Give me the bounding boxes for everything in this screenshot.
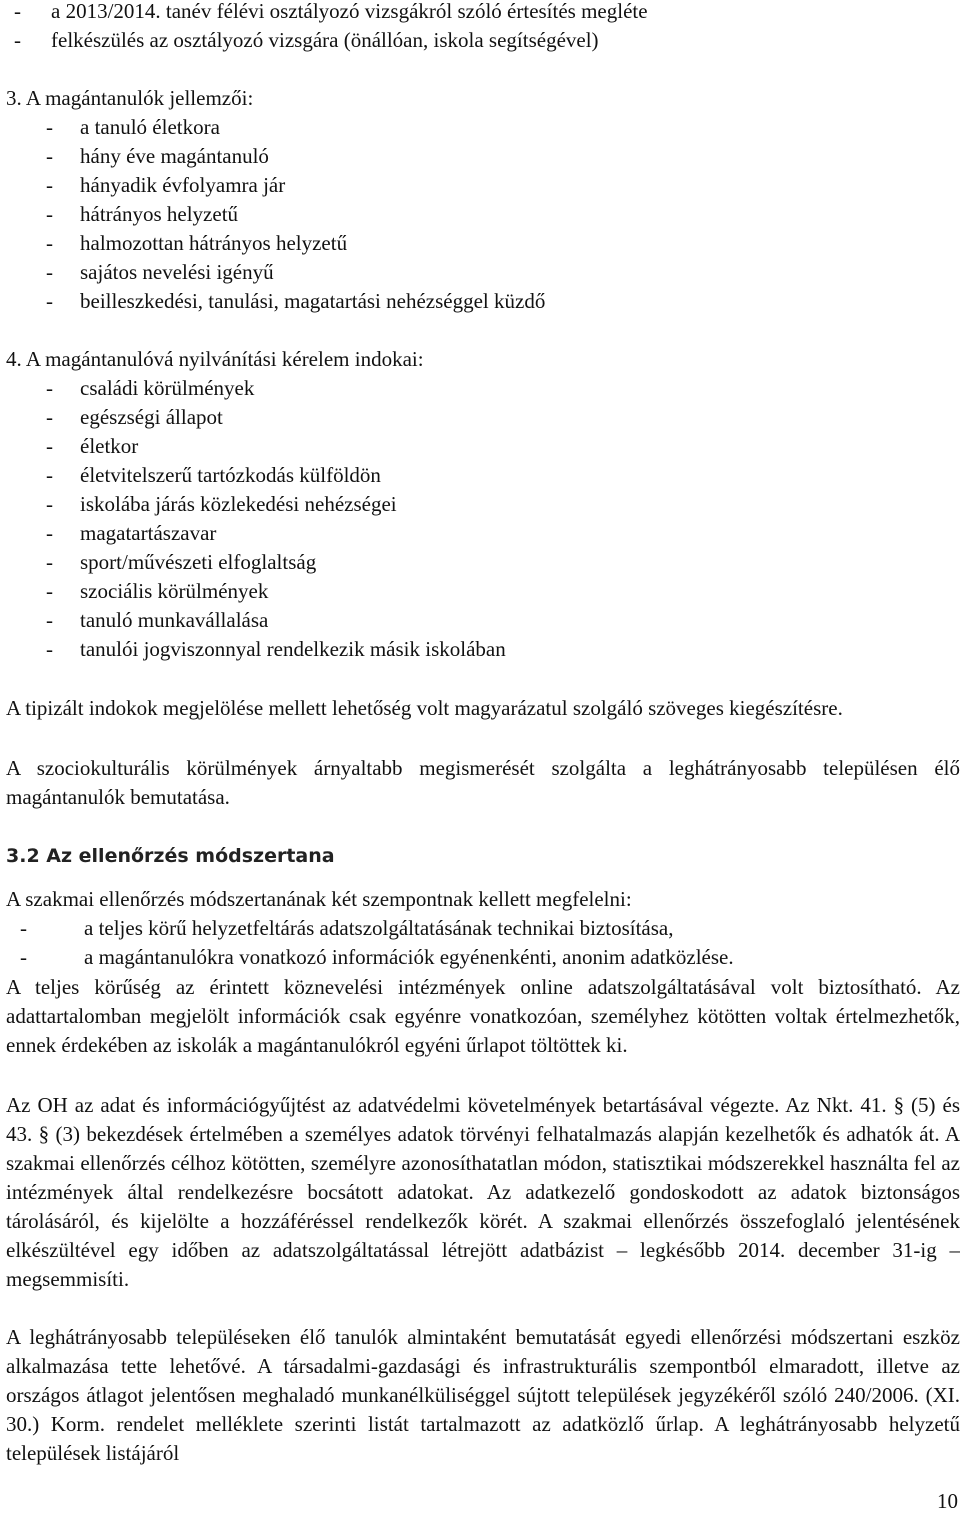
list-dash: - bbox=[46, 231, 53, 255]
method-intro: A szakmai ellenőrzés módszertanának két szempontnak kellett megfelelni: bbox=[6, 887, 632, 911]
list-dash: - bbox=[46, 521, 53, 545]
list-item-text: tanulói jogviszonnyal rendelkezik másik iskolában bbox=[80, 637, 506, 661]
page-number: 10 bbox=[937, 1489, 958, 1513]
paragraph-data-protection: Az OH az adat és információgyűjtést az adatvédelmi követelmények betartásával végezte. Az Nkt. 41. § (5) és 43. § (3) bekezdések értelmében a személyes adatok törvényi felhatalmazás alapján kezelhetők és adhatók át. A szakmai ellenőrzés célhoz kötötten, személyre azonosíthatatlan módon, statisztikai módszerekkel használta fel az intézmények által rendelkezésre bocsátott adatokat. Az adatkezelő gondoskodott az adatok biztonságos tárolásáról, és kijelölte a hozzáféréssel rendelkezők körét. A szakmai ellenőrzés összefoglaló jelentésének elkészültével egy időben az adatszolgáltatással létrejött adatbázist – legkésőbb 2014. december 31-ig – megsemmisíti. bbox=[6, 1093, 960, 1291]
list-item-text: szociális körülmények bbox=[80, 579, 269, 603]
list-dash: - bbox=[14, 0, 21, 23]
list-dash: - bbox=[46, 550, 53, 574]
list-dash: - bbox=[20, 945, 27, 969]
list-item bbox=[0, 461, 960, 490]
list-item bbox=[0, 403, 960, 432]
list-dash: - bbox=[14, 28, 21, 52]
list-dash: - bbox=[46, 260, 53, 284]
section-3-heading: 3. A magántanulók jellemzői: bbox=[6, 86, 254, 110]
list-item-text: tanuló munkavállalása bbox=[80, 608, 269, 632]
list-dash: - bbox=[46, 115, 53, 139]
list-dash: - bbox=[20, 916, 27, 940]
list-dash: - bbox=[46, 608, 53, 632]
list-item bbox=[0, 943, 960, 972]
list-item bbox=[0, 113, 960, 142]
list-dash: - bbox=[46, 579, 53, 603]
paragraph-completeness: A teljes körűség az érintett köznevelési intézmények online adatszolgáltatásával volt biztosítható. Az adattartalomban megjelölt információk csak egyénre vonatkozóan, személyhez kötötten voltak értelmezhetők, ennek érdekében az iskolák a magántanulókról egyéni űrlapot töltöttek ki. bbox=[6, 975, 960, 1057]
list-dash: - bbox=[46, 637, 53, 661]
list-item bbox=[0, 548, 960, 577]
list-item-text: életvitelszerű tartózkodás külföldön bbox=[80, 463, 381, 487]
list-item-text: magatartászavar bbox=[80, 521, 217, 545]
method-list bbox=[0, 914, 960, 972]
list-dash: - bbox=[46, 463, 53, 487]
list-item bbox=[0, 914, 960, 943]
top-list bbox=[0, 0, 960, 55]
list-dash: - bbox=[46, 376, 53, 400]
list-dash: - bbox=[46, 434, 53, 458]
list-dash: - bbox=[46, 492, 53, 516]
list-item bbox=[0, 26, 960, 55]
list-item-text: életkor bbox=[80, 434, 139, 458]
list-item-text: a tanuló életkora bbox=[80, 115, 220, 139]
section-4-heading: 4. A magántanulóvá nyilvánítási kérelem indokai: bbox=[6, 347, 424, 371]
list-item-text: a teljes körű helyzetfeltárás adatszolgáltatásának technikai biztosítása, bbox=[84, 916, 674, 940]
list-dash: - bbox=[46, 173, 53, 197]
section-3-2-heading: 3.2 Az ellenőrzés módszertana bbox=[6, 845, 335, 867]
list-item bbox=[0, 229, 960, 258]
list-dash: - bbox=[46, 289, 53, 313]
list-item-text: sport/művészeti elfoglaltság bbox=[80, 550, 317, 574]
list-item-text: hány éve magántanuló bbox=[80, 144, 269, 168]
paragraph-sociocultural: A szociokulturális körülmények árnyaltabb megismerését szolgálta a leghátrányosabb településen élő magántanulók bemutatása. bbox=[6, 756, 960, 809]
list-item bbox=[0, 490, 960, 519]
list-dash: - bbox=[46, 202, 53, 226]
list-item bbox=[0, 142, 960, 171]
list-item-text: a 2013/2014. tanév félévi osztályozó vizsgákról szóló értesítés megléte bbox=[51, 0, 648, 23]
list-item-text: hányadik évfolyamra jár bbox=[80, 173, 286, 197]
list-item bbox=[0, 171, 960, 200]
list-item-text: sajátos nevelési igényű bbox=[80, 260, 274, 284]
paragraph-disadvantaged-settlements: A leghátrányosabb településeken élő tanulók almintaként bemutatását egyedi ellenőrzési módszertani eszköz alkalmazása tette lehetővé. A társadalmi-gazdasági és infrastrukturális szempontból elmaradott, illetve az országos átlagot jelentősen meghaladó munkanélküliséggel sújtott települések jegyzékéről szóló 240/2006. (XI. 30.) Korm. rendelet melléklete szerinti listát tartalmazott az adatközlő űrlap. A leghátrányosabb helyzetű települések listájáról bbox=[6, 1325, 960, 1465]
list-item bbox=[0, 374, 960, 403]
list-dash: - bbox=[46, 405, 53, 429]
list-item bbox=[0, 635, 960, 664]
list-item-text: egészségi állapot bbox=[80, 405, 223, 429]
list-item bbox=[0, 0, 960, 26]
list-item bbox=[0, 606, 960, 635]
list-item-text: a magántanulókra vonatkozó információk egyénenkénti, anonim adatközlése. bbox=[84, 945, 734, 969]
list-item-text: felkészülés az osztályozó vizsgára (önállóan, iskola segítségével) bbox=[51, 28, 599, 52]
section-4-list bbox=[0, 374, 960, 664]
list-item bbox=[0, 519, 960, 548]
list-item-text: beilleszkedési, tanulási, magatartási nehézséggel küzdő bbox=[80, 289, 546, 313]
list-item bbox=[0, 287, 960, 316]
list-item-text: hátrányos helyzetű bbox=[80, 202, 239, 226]
list-dash: - bbox=[46, 144, 53, 168]
section-3-list bbox=[0, 113, 960, 316]
list-item bbox=[0, 258, 960, 287]
list-item-text: iskolába járás közlekedési nehézségei bbox=[80, 492, 397, 516]
list-item-text: halmozottan hátrányos helyzetű bbox=[80, 231, 348, 255]
list-item bbox=[0, 200, 960, 229]
list-item-text: családi körülmények bbox=[80, 376, 255, 400]
paragraph-indicators: A tipizált indokok megjelölése mellett lehetőség volt magyarázatul szolgáló szöveges kiegészítésre. bbox=[6, 696, 843, 720]
list-item bbox=[0, 577, 960, 606]
list-item bbox=[0, 432, 960, 461]
